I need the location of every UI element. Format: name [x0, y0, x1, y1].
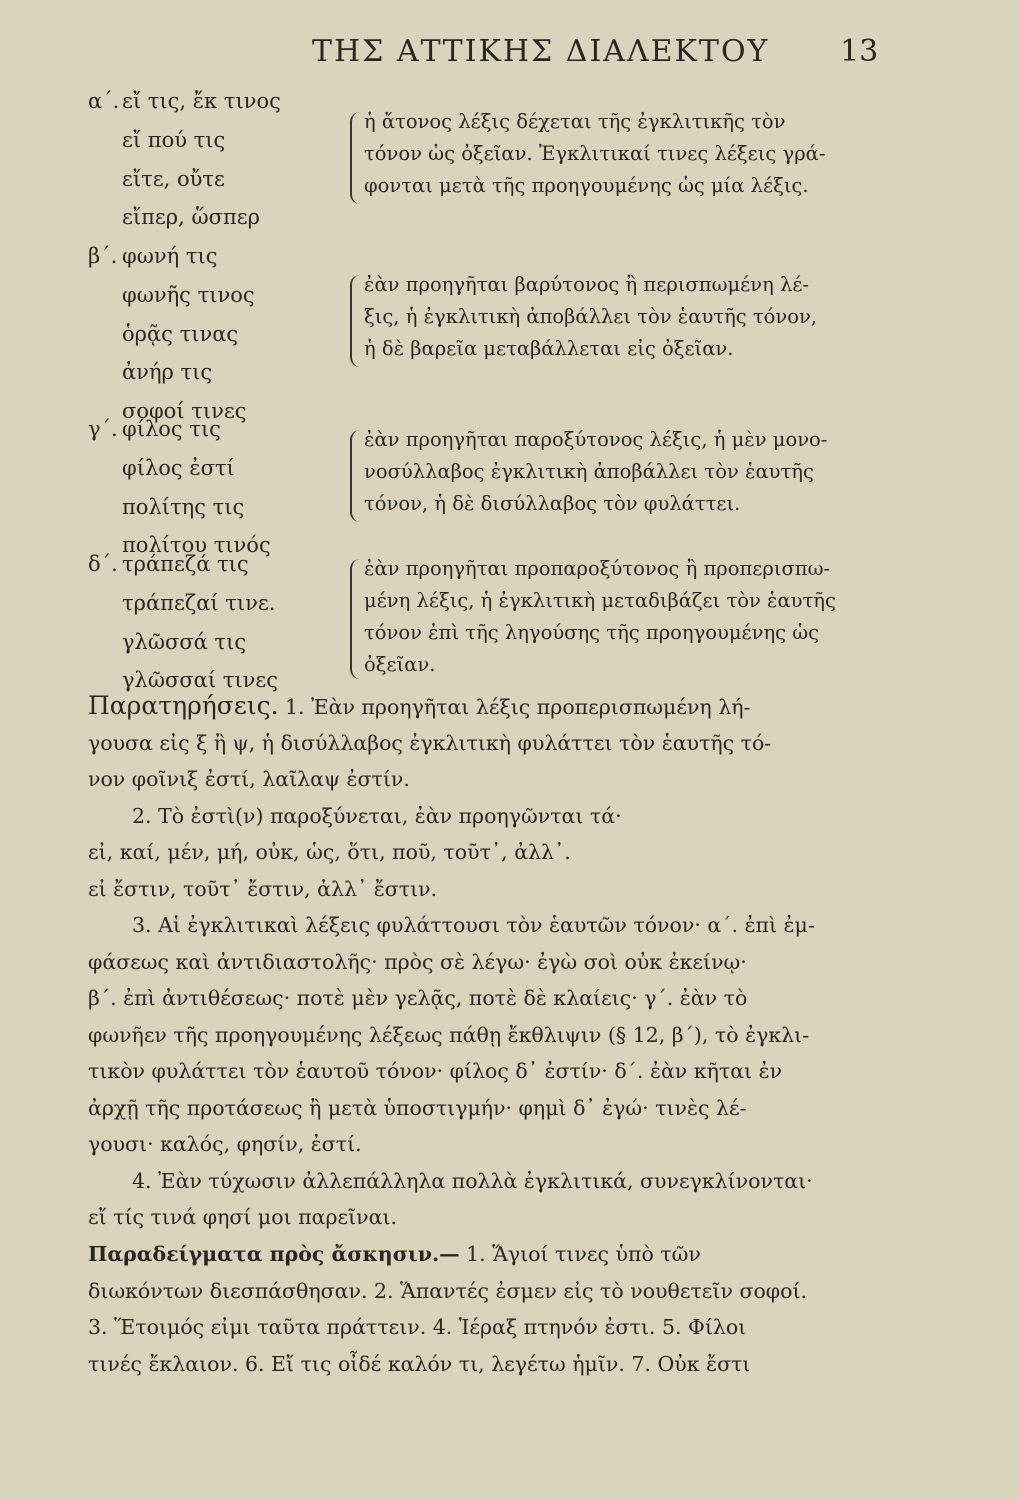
observations-heading: Παρατηρήσεις.: [88, 691, 279, 720]
observation-line: γουσι· καλός, φησίν, ἐστί.: [88, 1132, 362, 1156]
rule-section-beta: [88, 237, 908, 437]
exercise-line: 3. Ἕτοιμός εἰμι ταῦτα πράττειν. 4. Ἱέραξ πτηνόν ἐστι. 5. Φίλοι: [88, 1315, 747, 1339]
exercise-line: Παραδείγματα πρὸς ἄσκησιν.— 1. Ἅγιοί τινες ὑπὸ τῶν: [88, 1242, 701, 1266]
observations: [88, 688, 908, 1236]
rule-text: ἐὰν προηγῆται βαρύτονος ἢ περισπωμένη λέ- ξις, ἡ ἐγκλιτικὴ ἀποβάλλει τὸν ἑαυτῆς τόνον, ἡ δὲ βαρεῖα μεταβάλλεται εἰς ὀξεῖαν.: [364, 273, 818, 360]
running-title: ΤΗΣ ΑΤΤΙΚΗΣ ΔΙΑΛΕΚΤΟΥ: [312, 34, 770, 69]
examples-column: [88, 545, 348, 700]
example-line: τράπεζαί τινε.: [122, 590, 276, 615]
brace: [350, 112, 362, 204]
example-line: α΄. εἴ τις, ἔκ τινος: [88, 89, 281, 113]
examples-column: [88, 82, 348, 237]
brace: [350, 275, 362, 367]
example-line: δ΄. τράπεζά τις: [88, 552, 249, 576]
observation-line: Παρατηρήσεις. 1. Ἐὰν προηγῆται λέξις προπερισπωμένη λή-: [88, 691, 751, 720]
brace: [350, 559, 362, 679]
example-line: ἀνήρ τις: [122, 360, 213, 385]
example-line: γλῶσσά τις: [122, 629, 247, 654]
observation-line: ἀρχῇ τῆς προτάσεως ἢ μετὰ ὑποστιγμήν· φημὶ δ᾽ ἐγώ· τινὲς λέ-: [88, 1095, 747, 1120]
observation-line: 4. Ἐὰν τύχωσιν ἀλλεπάλληλα πολλὰ ἐγκλιτικά, συνεγκλίνονται·: [132, 1168, 813, 1193]
brace: [350, 430, 362, 522]
exercises-heading: Παραδείγματα πρὸς ἄσκησιν.—: [88, 1242, 460, 1266]
observation-line: νον φοῖνιξ ἐστί, λαῖλαψ ἐστίν.: [88, 767, 410, 791]
exercises: [88, 1236, 908, 1382]
rule-section-delta: [88, 545, 908, 693]
page-header: [0, 34, 1019, 74]
example-line: φίλος ἐστί: [122, 455, 235, 480]
example-line: εἴπερ, ὥσπερ: [122, 205, 260, 230]
observation-line: τικὸν φυλάττει τὸν ἑαυτοῦ τόνον· φίλος δ᾽ ἐστίν· δ΄. ἐὰν κῆται ἐν: [88, 1059, 783, 1083]
example-line: πολίτου τινός: [122, 533, 271, 558]
example-line: σοφοί τινες: [122, 399, 247, 424]
observation-line: β΄. ἐπὶ ἀντιθέσεως· ποτὲ μὲν γελᾷς, ποτὲ δὲ κλαίεις· γ΄. ἐὰν τὸ: [88, 986, 748, 1010]
rule-section-alpha: [88, 82, 908, 242]
example-line: φωνῆς τινος: [122, 282, 255, 307]
examples-column: [88, 237, 348, 431]
example-line: γ΄. φίλος τις: [88, 417, 221, 441]
example-line: πολίτης τις: [122, 494, 245, 519]
rule-text: ἐὰν προηγῆται παροξύτονος λέξις, ἡ μὲν μονο- νοσύλλαβος ἐγκλιτικὴ ἀποβάλλει τὸν ἑαυτῆς τόνον, ἡ δὲ δισύλλαβος τὸν φυλάττει.: [364, 428, 828, 515]
observation-line: 2. Τὸ ἐστὶ(ν) παροξύνεται, ἐὰν προηγῶνται τά·: [132, 803, 622, 828]
exercise-line: τινές ἔκλαιον. 6. Εἴ τις οἶδέ καλόν τι, λεγέτω ἡμῖν. 7. Οὐκ ἔστι: [88, 1351, 751, 1376]
observation-line: φωνῆεν τῆς προηγουμένης λέξεως πάθῃ ἔκθλιψιν (§ 12, β΄), τὸ ἐγκλι-: [88, 1022, 810, 1047]
observation-line: εἴ τίς τινά φησί μοι παρεῖναι.: [88, 1205, 398, 1229]
observation-line: 3. Αἱ ἐγκλιτικαὶ λέξεις φυλάττουσι τὸν ἑαυτῶν τόνον· α΄. ἐπὶ ἐμ-: [132, 913, 815, 937]
observation-line: εἰ, καί, μέν, μή, οὐκ, ὡς, ὅτι, ποῦ, τοῦτ᾽, ἀλλ᾽.: [88, 840, 571, 864]
observation-line: φάσεως καὶ ἀντιδιαστολῆς· πρὸς σὲ λέγω· ἐγὼ σοὶ οὐκ ἐκείνῳ·: [88, 949, 747, 974]
examples-column: [88, 410, 348, 565]
example-line: εἴτε, οὔτε: [122, 166, 225, 191]
observation-line: εἰ ἔστιν, τοῦτ᾽ ἔστιν, ἀλλ᾽ ἔστιν.: [88, 876, 438, 901]
example-line: εἴ πού τις: [122, 127, 226, 152]
example-line: β΄. φωνή τις: [88, 244, 218, 268]
rule-text: ἡ ἄτονος λέξις δέχεται τῆς ἐγκλιτικῆς τὸν τόνον ὡς ὀξεῖαν. Ἐγκλιτικαί τινες λέξεις γρά- φονται μετὰ τῆς προηγουμένης ὡς μία λέξις.: [364, 110, 826, 197]
exercise-line: διωκόντων διεσπάσθησαν. 2. Ἅπαντές ἐσμεν εἰς τὸ νουθετεῖν σοφοί.: [88, 1278, 808, 1303]
observation-line: γουσα εἰς ξ ἢ ψ, ἡ δισύλλαβος ἐγκλιτικὴ φυλάττει τὸν ἑαυτῆς τό-: [88, 730, 772, 755]
page-number: 13: [840, 34, 879, 69]
example-line: ὁρᾷς τινας: [122, 321, 239, 346]
rule-text: ἐὰν προηγῆται προπαροξύτονος ἢ προπερισπω- μένη λέξις, ἡ ἐγκλιτικὴ μεταδιβάζει τὸν ἑαυτῆς τόνον ἐπὶ τῆς ληγούσης τῆς προηγουμένης ὡς ὀξεῖαν.: [364, 557, 836, 676]
example-line: γλῶσσαί τινες: [122, 668, 279, 693]
